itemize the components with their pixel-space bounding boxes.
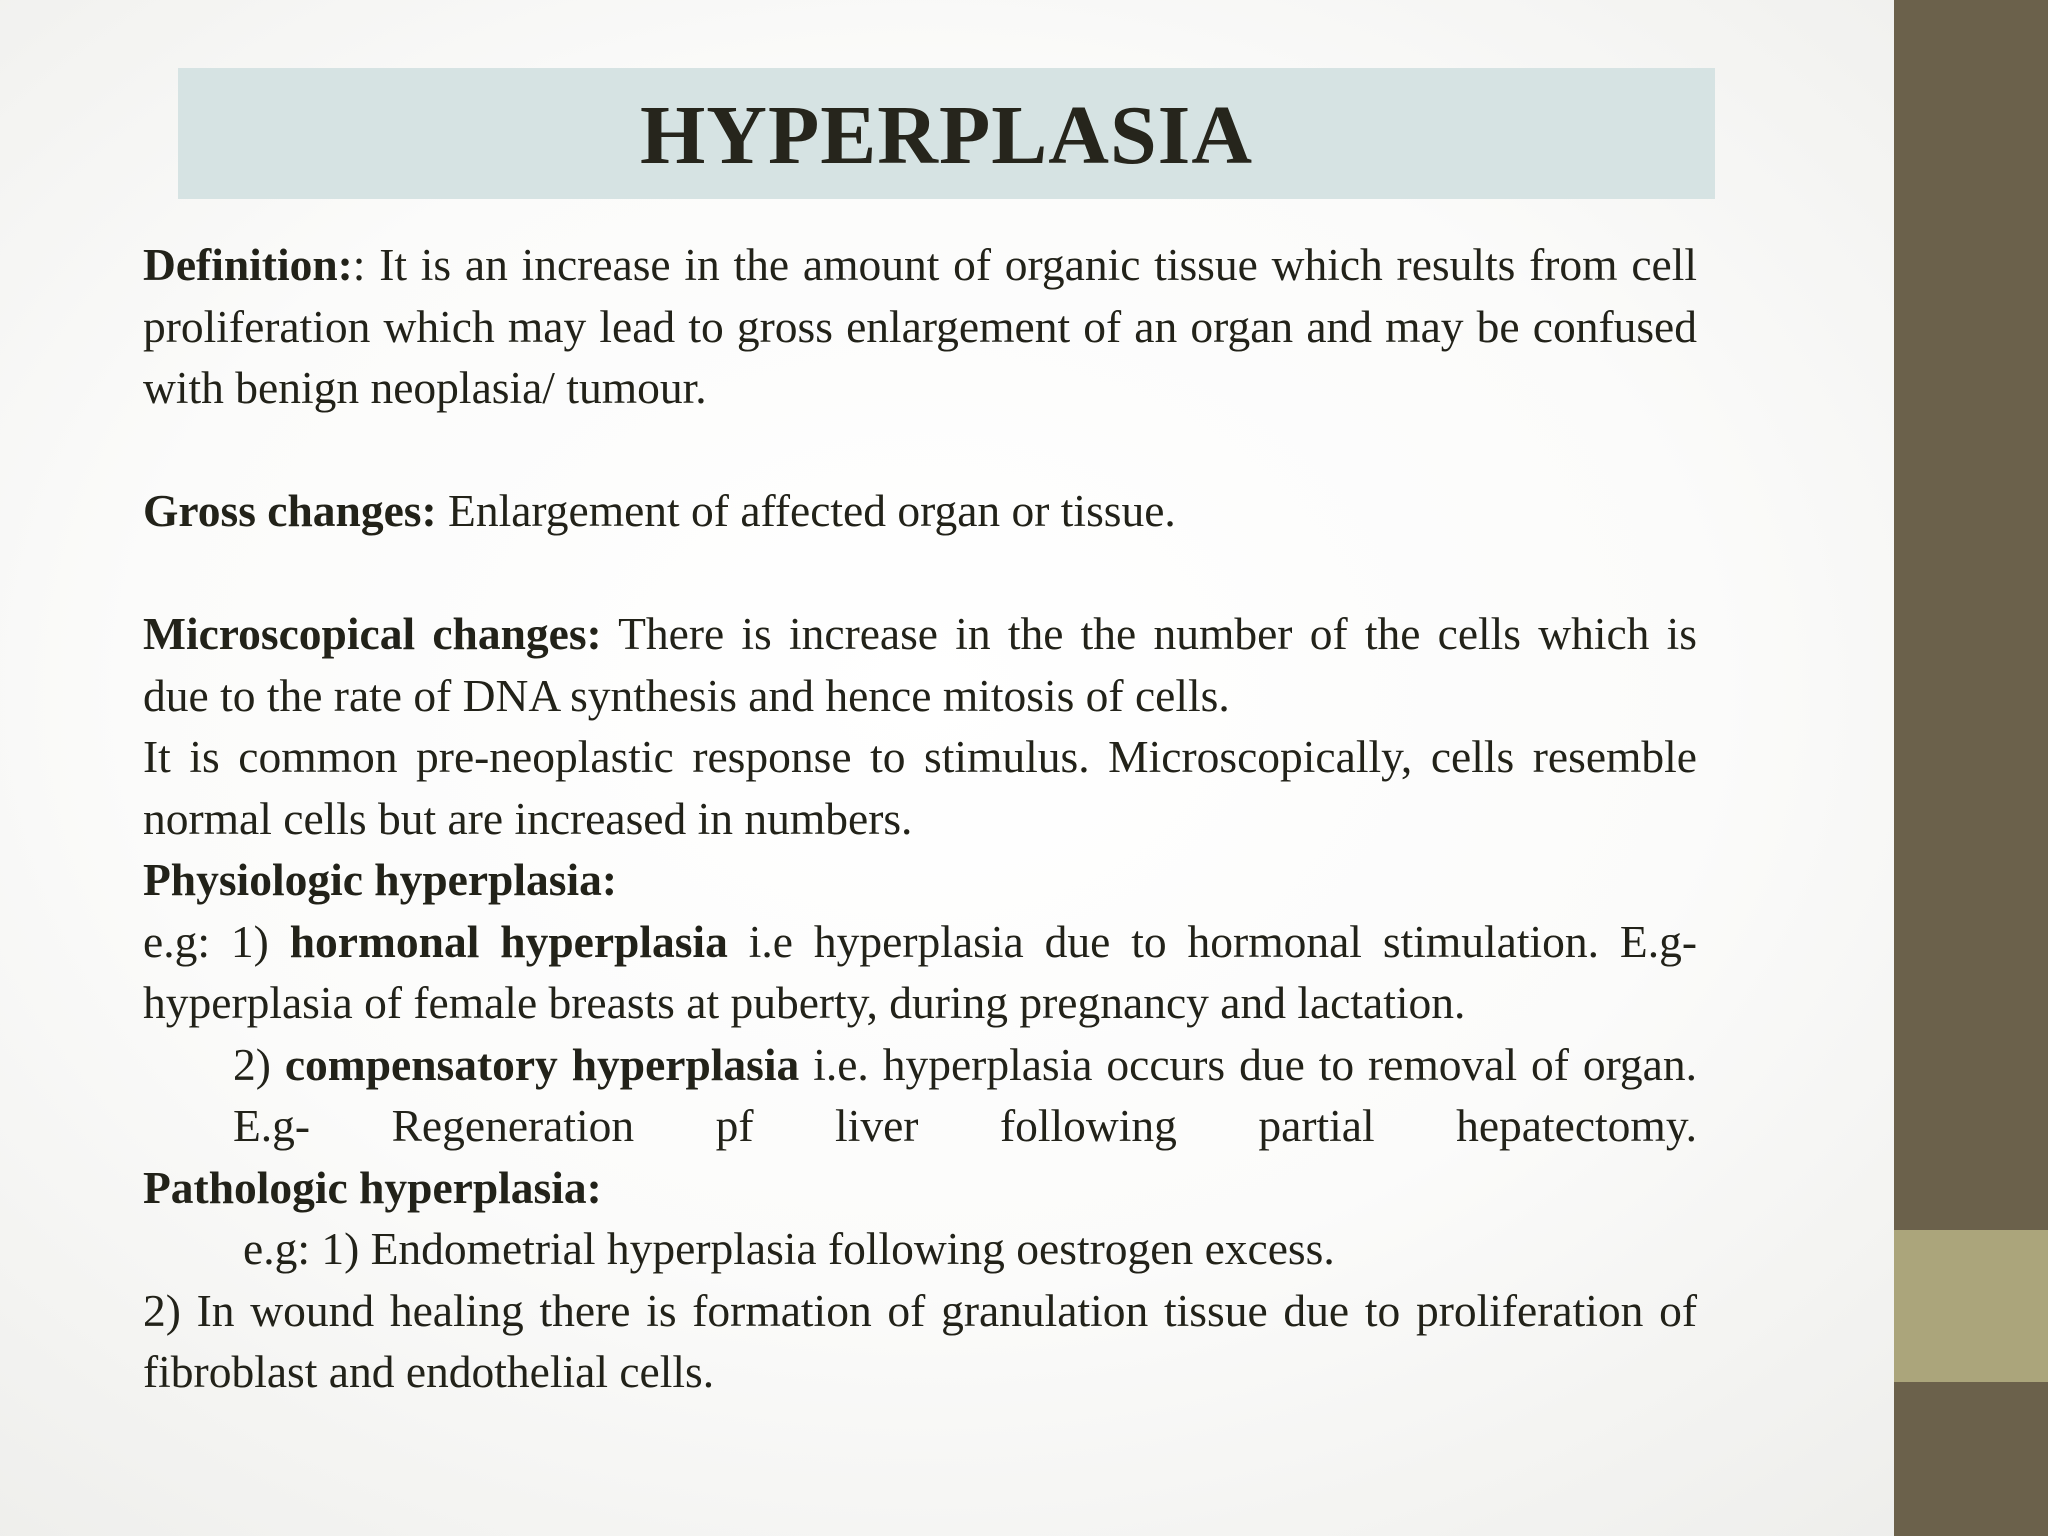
pathologic-item-2: 2) In wound healing there is formation of granulation tissue due to proliferation of fibroblast and endothelial cells.: [143, 1284, 1697, 1397]
gross-changes-text: Enlargement of affected organ or tissue.: [436, 485, 1176, 536]
physiologic-item-2: [143, 1034, 1697, 1157]
microscopical-changes-label: Microscopical changes:: [143, 608, 602, 659]
physiologic-item-2-prefix: 2): [233, 1038, 285, 1090]
physiologic-item-2-term: compensatory hyperplasia: [284, 1038, 800, 1090]
gross-changes-label: Gross changes:: [143, 485, 437, 536]
pathologic-item-1: e.g: 1) Endometrial hyperplasia following oestrogen excess.: [243, 1223, 1335, 1274]
physiologic-item-1-prefix: e.g: 1): [143, 915, 290, 967]
title-band: [178, 68, 1715, 199]
microscopical-changes-paragraph: [143, 603, 1697, 726]
definition-text: : It is an increase in the amount of organic tissue which results from cell proliferation which may lead to gross enlargement of an organ and may be confused with benign neoplasia/ tumour.: [143, 239, 1697, 413]
physiologic-heading: Physiologic hyperplasia:: [143, 854, 617, 905]
definition-paragraph: [143, 234, 1697, 419]
pre-neoplastic-paragraph: It is common pre-neoplastic response to stimulus. Microscopically, cells resemble normal cells but are increased in numbers.: [143, 731, 1697, 844]
gross-changes-paragraph: [143, 480, 1697, 542]
pathologic-heading: Pathologic hyperplasia:: [143, 1161, 602, 1213]
physiologic-item-1-term: hormonal hyperplasia: [289, 915, 728, 967]
spacer: [143, 419, 1697, 481]
slide-body: [143, 234, 1697, 1403]
physiologic-item-2-text: i.e. hyperplasia occurs due to removal of organ. E.g- Regeneration pf liver following partial hepatectomy.: [233, 1038, 1698, 1151]
microscopical-changes-text: There is increase in the the number of the cells which is due to the rate of DNA synthesis and hence mitosis of cells.: [143, 608, 1698, 721]
definition-label: Definition:: [143, 239, 353, 290]
physiologic-item-1-text: i.e hyperplasia due to hormonal stimulation. E.g-hyperplasia of female breasts at puberty, during pregnancy and lactation.: [143, 915, 1697, 1028]
physiologic-item-1: [143, 911, 1697, 1034]
slide-title: HYPERPLASIA: [639, 88, 1254, 182]
side-accent-decoration: [1894, 1230, 2048, 1382]
spacer: [143, 542, 1697, 604]
